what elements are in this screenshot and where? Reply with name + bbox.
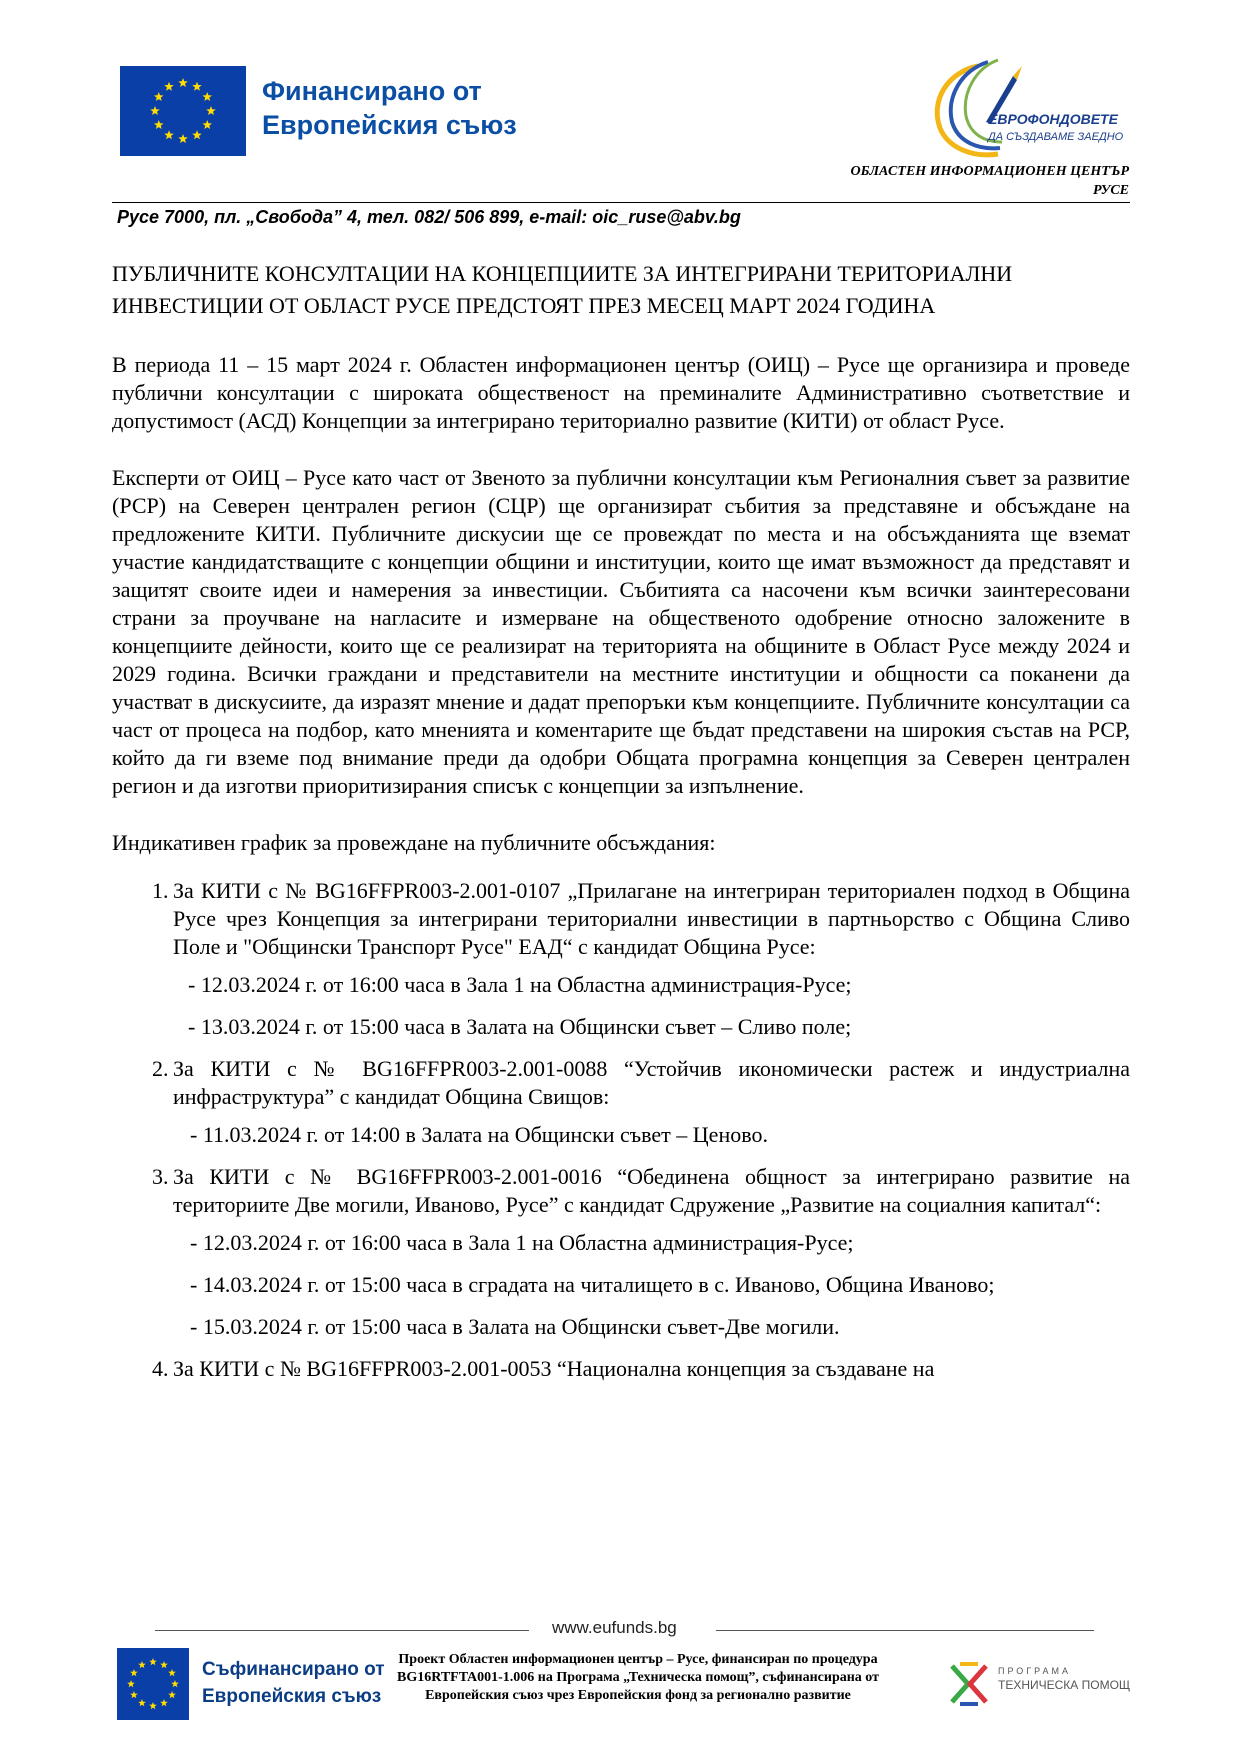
document-title: ПУБЛИЧНИТЕ КОНСУЛТАЦИИ НА КОНЦЕПЦИИТЕ ЗА ИНТЕГРИРАНИ ТЕРИТОРИАЛНИ ИНВЕСТИЦИИ ОТ ОБЛАСТ РУСЕ ПРЕДСТОЯТ ПРЕЗ МЕСЕЦ МАРТ 2024 ГОДИНА bbox=[112, 261, 1013, 318]
eurofunds-logo-text: ЕВРОФОНДОВЕТЕ bbox=[988, 111, 1118, 127]
footer-divider-right bbox=[716, 1630, 1094, 1631]
eu-funded-line2: Европейския съюз bbox=[262, 110, 517, 140]
oic-line1: ОБЛАСТЕН ИНФОРМАЦИОНЕН ЦЕНТЪР bbox=[850, 164, 1129, 179]
list-item-text: За КИТИ с № BG16FFPR003-2.001-0016 “Обединена общност за интегрирано развитие на териториите Две могили, Иваново, Русе” с кандидат Сдружение „Развитие на социалния капитал“: bbox=[173, 1164, 1130, 1217]
list-item bbox=[112, 1055, 1130, 1149]
footer-eu-flag-icon bbox=[117, 1648, 189, 1720]
event-item: - 14.03.2024 г. от 15:00 часа в сградата на читалището в с. Иваново, Община Иваново; bbox=[190, 1272, 995, 1297]
cofunded-label bbox=[202, 1656, 385, 1710]
document-body bbox=[112, 258, 1130, 1391]
ta-name-label: ТЕХНИЧЕСКА ПОМОЩ bbox=[998, 1678, 1131, 1692]
eurofunds-logo-slogan: ДА СЪЗДАВАМЕ ЗАЕДНО bbox=[988, 131, 1124, 143]
list-item-text: За КИТИ с № BG16FFPR003-2.001-0053 “Национална концепция за създаване на bbox=[173, 1356, 935, 1381]
event-item: - 13.03.2024 г. от 15:00 часа в Залата на Общински съвет – Сливо поле; bbox=[188, 1014, 852, 1039]
technical-assistance-label bbox=[998, 1666, 1130, 1693]
list-item-number: 2. bbox=[152, 1056, 169, 1081]
schedule-intro: Индикативен график за провеждане на публичните обсъждания: bbox=[112, 830, 716, 855]
eurofunds-logo bbox=[918, 52, 1124, 160]
list-item bbox=[112, 1355, 1130, 1383]
event-item: - 11.03.2024 г. от 14:00 в Залата на Общински съвет – Ценово. bbox=[190, 1122, 768, 1147]
header-divider bbox=[112, 202, 1130, 203]
ta-program-label: ПРОГРАМА bbox=[998, 1666, 1072, 1676]
event-list bbox=[173, 1229, 1130, 1341]
event-item: - 12.03.2024 г. от 16:00 часа в Зала 1 на Областна администрация-Русе; bbox=[188, 972, 852, 997]
eu-funded-label bbox=[262, 74, 582, 142]
list-item-number: 3. bbox=[152, 1164, 169, 1189]
footer-url-link[interactable]: www.eufunds.bg bbox=[552, 1618, 677, 1637]
list-item bbox=[112, 877, 1130, 1041]
list-item bbox=[112, 1163, 1130, 1341]
contact-address: Русе 7000, пл. „Свобода” 4, тел. 082/ 506 899, e-mail: oic_ruse@abv.bg bbox=[117, 207, 741, 227]
eu-flag-icon bbox=[120, 66, 246, 156]
event-list bbox=[173, 1121, 1130, 1149]
eu-funded-line1: Финансирано от bbox=[262, 76, 482, 106]
list-item-text: За КИТИ с № BG16FFPR003-2.001-0107 „Прилагане на интегриран териториален подход в Община Русе чрез Концепция за интегрирани териториални инвестиции в партньорство с Община Сливо Поле и "Общински Транспорт Русе" ЕАД“ с кандидат Община Русе: bbox=[173, 878, 1130, 959]
list-item-number: 4. bbox=[152, 1356, 169, 1381]
cofunded-line2: Европейския съюз bbox=[202, 1686, 382, 1707]
event-item: - 12.03.2024 г. от 16:00 часа в Зала 1 на Областна администрация-Русе; bbox=[190, 1230, 854, 1255]
oic-line2: РУСЕ bbox=[1093, 183, 1129, 198]
footer-divider-left bbox=[155, 1630, 529, 1631]
technical-assistance-logo-icon bbox=[948, 1660, 990, 1708]
paragraph-experts: Експерти от ОИЦ – Русе като част от Звеното за публични консултации към Регионалния съвет за развитие (РСР) на Северен централен регион (СЦР) ще организират събития за представяне и обсъждане на предложените КИТИ. Публичните дискусии ще се провеждат по места и на обсъжданията ще вземат участие кандидатстващите с концепции общини и институции, които ще имат възможност да представят и защитят своите идеи и намерения за инвестиции. Събитията са насочени към всички заинтересовани страни за проучване на нагласите и измерване на общественото одобрение относно заложените в концепциите дейности, които ще се реализират на територията на общините в Област Русе между 2024 и 2029 година. Всички граждани и представители на местните институции и общности са поканени да участват в дискусиите, да изразят мнение и дадат препоръки към концепциите. Публичните консултации са част от процеса на подбор, като мненията и коментарите ще бъдат представени на широкия състав на РСР, който да ги вземе под внимание преди да одобри Общата програмна концепция за Северен централен регион и да изготви приоритизирания списък с концепции за изпълнение. bbox=[112, 465, 1130, 798]
schedule-list bbox=[112, 877, 1130, 1383]
event-item: - 15.03.2024 г. от 15:00 часа в Залата на Общински съвет-Две могили. bbox=[190, 1314, 840, 1339]
paragraph-intro: В периода 11 – 15 март 2024 г. Областен информационен център (ОИЦ) – Русе ще организира и проведе публични консултации с широката общественост на преминалите Административно съответствие и допустимост (АСД) Концепции за интегрирано териториално развитие (КИТИ) от област Русе. bbox=[112, 352, 1130, 433]
cofunded-line1: Съфинансирано от bbox=[202, 1659, 385, 1680]
event-list bbox=[173, 971, 1130, 1041]
list-item-text: За КИТИ с № BG16FFPR003-2.001-0088 “Устойчив икономически растеж и индустриална инфраструктура” с кандидат Община Свищов: bbox=[173, 1056, 1130, 1109]
oic-name bbox=[850, 162, 1129, 200]
list-item-number: 1. bbox=[152, 878, 169, 903]
project-description: Проект Областен информационен център – Русе, финансиран по процедура BG16RTFTA001-1.006 на Програма „Техническа помощ”, съфинансирана от Европейския съюз чрез Европейския фонд за регионално развитие bbox=[396, 1652, 879, 1703]
